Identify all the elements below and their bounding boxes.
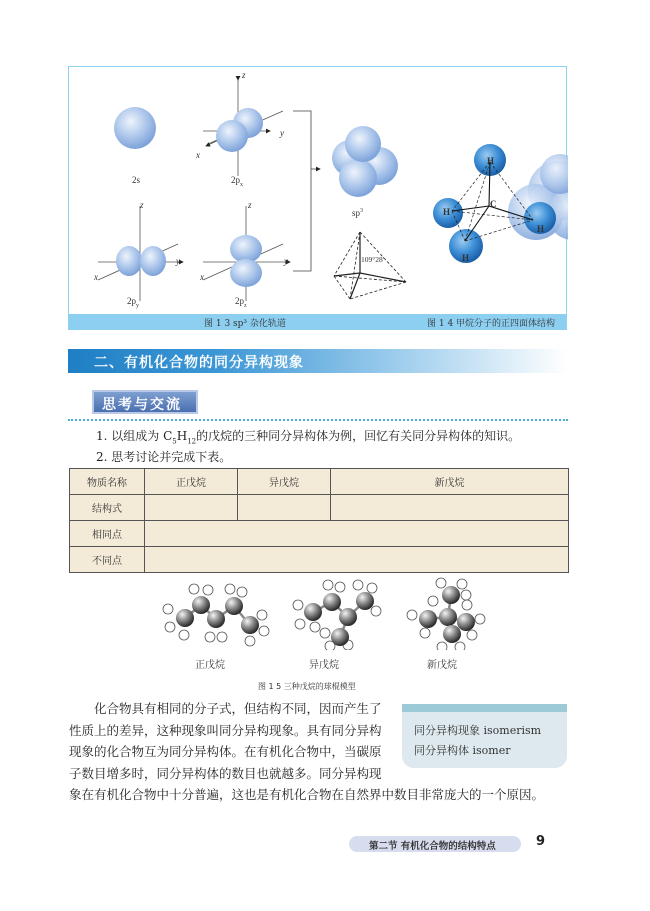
atom-h-right: H <box>537 224 545 234</box>
glossary-box <box>402 704 567 768</box>
atom-h-bottom: H <box>462 253 470 263</box>
answer-cell[interactable] <box>145 495 238 521</box>
label-2s: 2s <box>132 175 141 185</box>
orbital-diagrams <box>68 66 568 316</box>
atom-h-left: H <box>443 207 451 217</box>
label-neopentane: 新戊烷 <box>427 660 457 671</box>
answer-cell[interactable] <box>145 547 569 573</box>
2s-orbital <box>114 107 156 149</box>
axis-x-label: x <box>200 272 204 282</box>
caption-figure-13: 图 1 3 sp³ 杂化轨道 <box>204 319 286 329</box>
axis-z-label: z <box>140 200 144 210</box>
2py-orbital <box>98 206 183 301</box>
label-2pz: $2p_z$ <box>235 296 247 309</box>
label-2py: $2p_y$ <box>127 296 139 309</box>
row-label: 相同点 <box>70 521 145 547</box>
think-discuss-badge <box>92 390 198 414</box>
paragraph-line: 现象的化合物互为同分异构体。在有机化合物中，当碳原 <box>69 744 382 759</box>
answer-cell[interactable] <box>331 495 569 521</box>
axis-y-label: y <box>284 256 288 266</box>
paragraph-line: 象在有机化合物中十分普遍，这也是有机化合物在自然界中数目非常庞大的一个原因。 <box>69 787 545 802</box>
row-label: 不同点 <box>70 547 145 573</box>
paragraph-line: 子数目增多时，同分异构体的数目也就越多。同分异构现 <box>69 765 382 781</box>
table-row <box>70 547 569 573</box>
glossary-term: 同分异构现象 isomerism <box>414 724 542 737</box>
think-discuss-label: 思考与交流 <box>102 397 182 413</box>
section-heading <box>68 349 568 373</box>
footer-section-pill <box>349 836 521 852</box>
label-bond-angle: 109°28′ <box>361 255 385 264</box>
atom-c: C <box>490 199 497 209</box>
table-row <box>70 521 569 547</box>
axis-x-label: x <box>94 272 98 282</box>
methane-model <box>433 144 568 263</box>
table-header-cell: 物质名称 <box>70 469 145 495</box>
axis-z-label: z <box>248 200 252 210</box>
axis-x-label: x <box>196 150 200 160</box>
table-header-cell: 新戊烷 <box>331 469 569 495</box>
paragraph-line: 化合物具有相同的分子式，但结构不同，因而产生了 <box>69 701 382 716</box>
pentane-ball-stick-models <box>150 575 490 650</box>
label-sp3: $sp^3$ <box>352 208 364 218</box>
axis-y-label: y <box>176 256 180 266</box>
table-header-cell: 异戊烷 <box>238 469 331 495</box>
page-number: 9 <box>536 834 546 849</box>
caption-figure-14: 图 1 4 甲烷分子的正四面体结构 <box>427 319 556 329</box>
label-2px: $2p_x$ <box>231 175 243 188</box>
caption-figure-15: 图 1 5 三种戊烷的球棍模型 <box>258 682 356 691</box>
axis-z-label: z <box>242 70 246 80</box>
label-isopentane: 异戊烷 <box>309 660 339 671</box>
atom-h-top: H <box>487 156 495 166</box>
paragraph-line: 性质上的差异，这种现象叫同分异构现象。具有同分异构 <box>69 722 382 738</box>
2px-orbital <box>203 80 283 176</box>
label-n-pentane: 正戊烷 <box>195 660 225 671</box>
question-2: 2. 思考讨论并完成下表。 <box>96 450 232 464</box>
table-row <box>70 495 569 521</box>
glossary-header-bar <box>402 704 567 712</box>
2pz-orbital <box>203 206 290 301</box>
dotted-divider <box>68 419 568 421</box>
tetrahedron-diagram <box>334 232 406 299</box>
isomer-comparison-table <box>69 468 569 573</box>
table-header-row <box>70 469 569 495</box>
sp3-orbital-cluster <box>332 126 398 197</box>
axis-y-label: y <box>280 128 284 138</box>
table-header-cell: 正戊烷 <box>145 469 238 495</box>
section-heading-text: 二、有机化合物的同分异构现象 <box>94 355 304 371</box>
question-1: 1. 以组成为 $C_5H_{12}$的戊烷的三种同分异构体为例，回忆有关同分异构体的知识。 <box>96 429 521 446</box>
answer-cell[interactable] <box>238 495 331 521</box>
answer-cell[interactable] <box>145 521 569 547</box>
footer-section-title: 第二节 有机化合物的结构特点 <box>369 841 496 852</box>
row-label: 结构式 <box>70 495 145 521</box>
glossary-term: 同分异构体 isomer <box>414 744 511 757</box>
